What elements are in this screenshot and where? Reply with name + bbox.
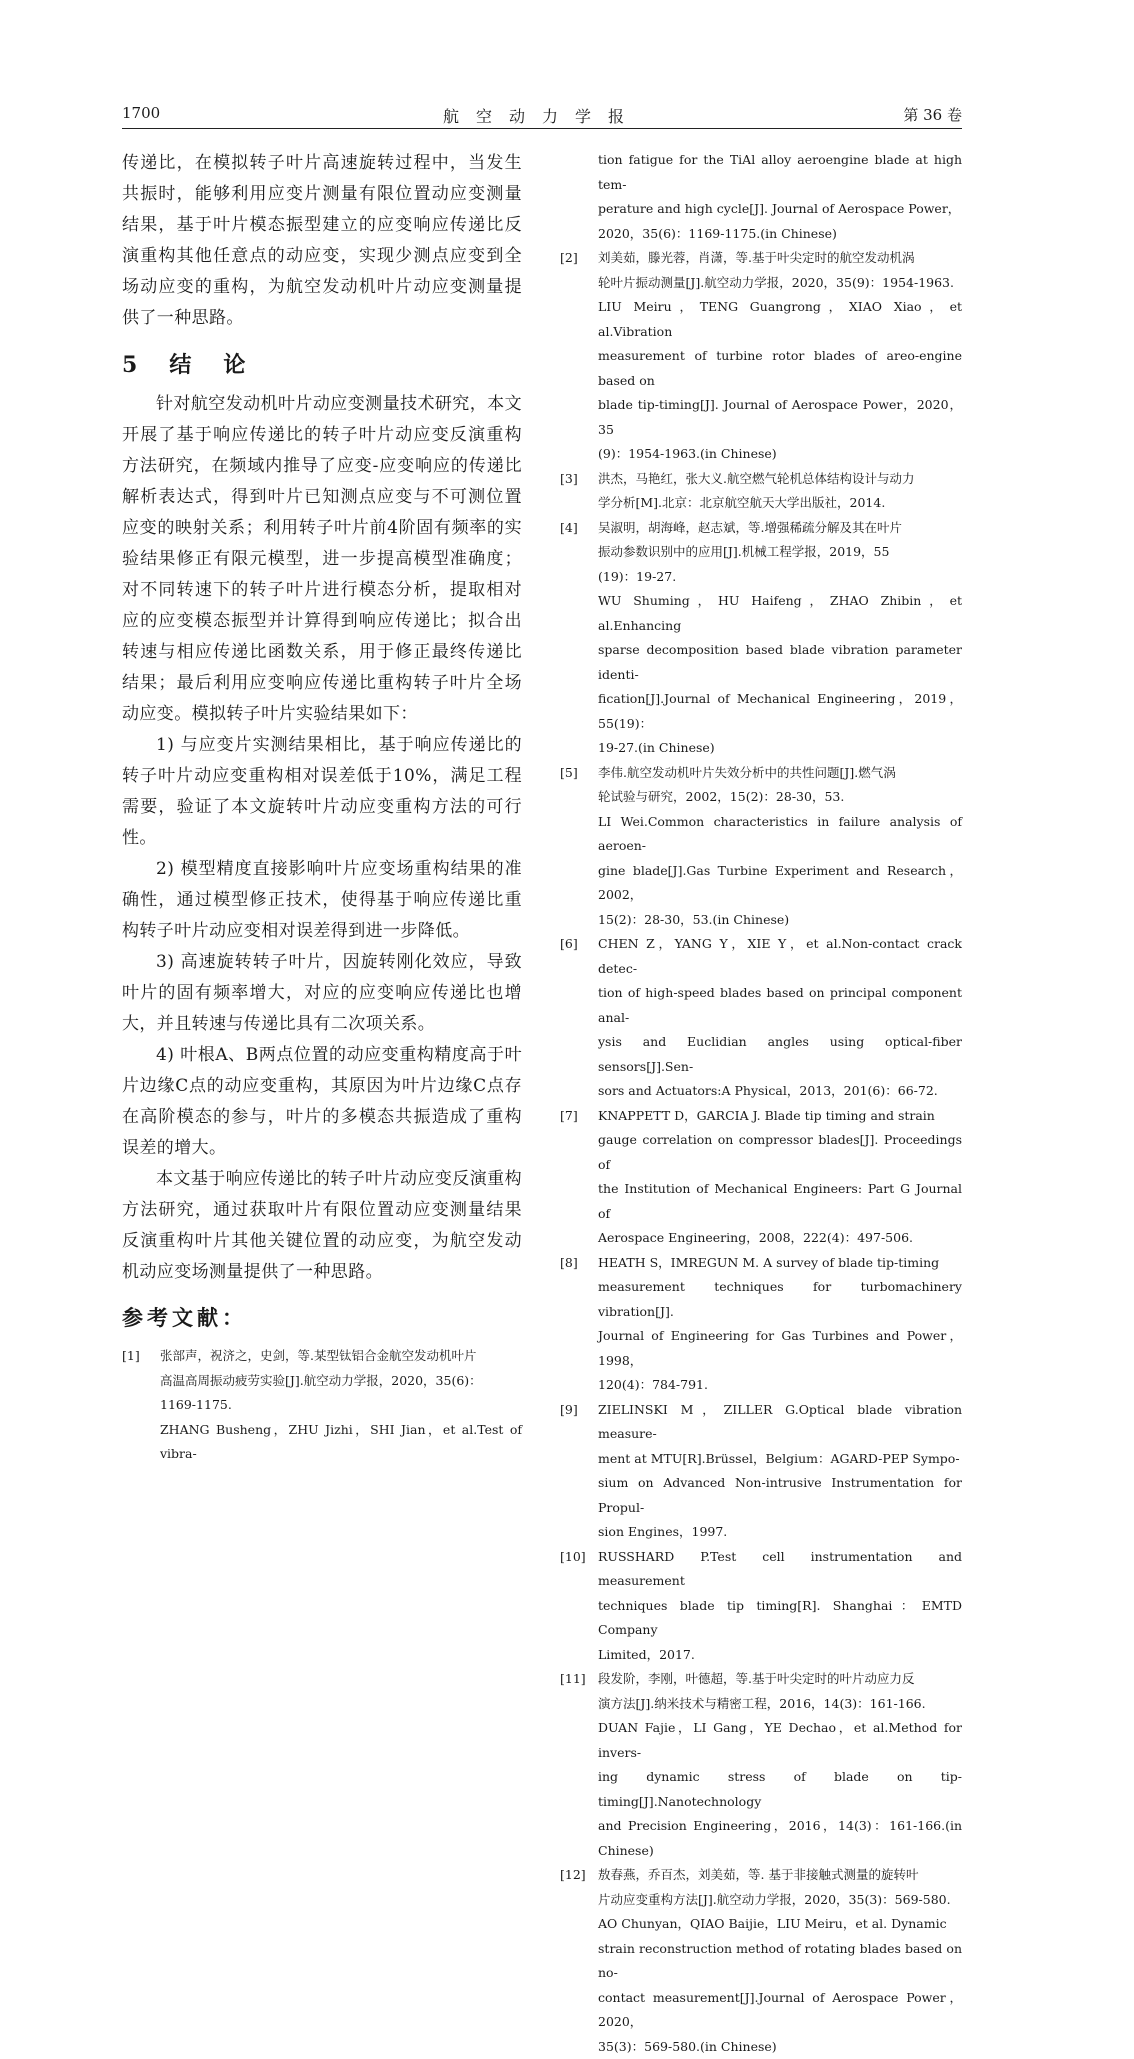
page-number: 1700 bbox=[122, 104, 160, 122]
references-heading: 参考文献： bbox=[122, 1302, 522, 1332]
reference-item bbox=[122, 1344, 522, 1467]
reference-text-line: (19)：19-27. bbox=[598, 565, 962, 590]
references-list-left bbox=[122, 1344, 522, 1467]
reference-item bbox=[560, 1545, 962, 1668]
reference-text-line: 2020，35(6)：1169-1175.(in Chinese) bbox=[598, 222, 962, 247]
continued-paragraph: 传递比，在模拟转子叶片高速旋转过程中，当发生共振时，能够利用应变片测量有限位置动应变测量结果，基于叶片模态振型建立的应变响应传递比反演重构其他任意点的动应变，实现少测点应变到全场动应变的重构，为航空发动机叶片动应变测量提供了一种思路。 bbox=[122, 148, 522, 334]
reference-text-line: 洪杰，马艳红，张大义.航空燃气轮机总体结构设计与动力 bbox=[598, 467, 962, 492]
reference-number: [7] bbox=[560, 1104, 594, 1129]
reference-text-line: sium on Advanced Non-intrusive Instrumentation for Propul- bbox=[598, 1471, 962, 1520]
reference-text-line: 吴淑明，胡海峰，赵志斌，等.增强稀疏分解及其在叶片 bbox=[598, 516, 962, 541]
volume-label: 第 36 卷 bbox=[903, 104, 962, 125]
reference-text-line: RUSSHARD P.Test cell instrumentation and measurement bbox=[598, 1545, 962, 1594]
reference-text-line: 敖春燕，乔百杰，刘美茹，等. 基于非接触式测量的旋转叶 bbox=[598, 1863, 962, 1888]
reference-text-line: tion fatigue for the TiAl alloy aeroengine blade at high tem- bbox=[598, 148, 962, 197]
reference-item bbox=[560, 1251, 962, 1398]
reference-text-line: gauge correlation on compressor blades[J]. Proceedings of bbox=[598, 1128, 962, 1177]
reference-text-line: HEATH S，IMREGUN M. A survey of blade tip-timing bbox=[598, 1251, 962, 1276]
reference-text-line: 片动应变重构方法[J].航空动力学报，2020，35(3)：569-580. bbox=[598, 1888, 962, 1913]
header-rule bbox=[122, 128, 962, 129]
reference-text-line: contact measurement[J].Journal of Aerospace Power，2020， bbox=[598, 1986, 962, 2035]
reference-text-line: sparse decomposition based blade vibration parameter identi- bbox=[598, 638, 962, 687]
reference-text-line: perature and high cycle[J]. Journal of Aerospace Power， bbox=[598, 197, 962, 222]
reference-text-line: KNAPPETT D，GARCIA J. Blade tip timing and strain bbox=[598, 1104, 962, 1129]
reference-text-line: CHEN Z，YANG Y，XIE Y，et al.Non-contact crack detec- bbox=[598, 932, 962, 981]
reference-text-line: (9)：1954-1963.(in Chinese) bbox=[598, 442, 962, 467]
reference-text-line: sors and Actuators:A Physical，2013，201(6)：66-72. bbox=[598, 1079, 962, 1104]
reference-text-line: 演方法[J].纳米技术与精密工程，2016，14(3)：161-166. bbox=[598, 1692, 962, 1717]
reference-text-line: AO Chunyan，QIAO Baijie，LIU Meiru，et al. Dynamic bbox=[598, 1912, 962, 1937]
reference-number: [6] bbox=[560, 932, 594, 957]
conclusion-item-1: 1) 与应变片实测结果相比，基于响应传递比的转子叶片动应变重构相对误差低于10%，满足工程需要，验证了本文旋转叶片动应变重构方法的可行性。 bbox=[122, 730, 522, 854]
section-heading bbox=[122, 348, 522, 379]
reference-text-line: ing dynamic stress of blade on tip-timing[J].Nanotechnology bbox=[598, 1765, 962, 1814]
reference-text-line: tion of high-speed blades based on principal component anal- bbox=[598, 981, 962, 1030]
reference-text-line: 120(4)：784-791. bbox=[598, 1373, 962, 1398]
reference-number: [8] bbox=[560, 1251, 594, 1276]
reference-number: [4] bbox=[560, 516, 594, 541]
section-title-part-1: 结 bbox=[169, 352, 193, 378]
reference-item bbox=[560, 467, 962, 516]
conclusion-item-4: 4) 叶根A、B两点位置的动应变重构精度高于叶片边缘C点的动应变重构，其原因为叶片边缘C点存在高阶模态的参与，叶片的多模态共振造成了重构误差的增大。 bbox=[122, 1040, 522, 1164]
conclusion-item-3: 3) 高速旋转转子叶片，因旋转刚化效应，导致叶片的固有频率增大，对应的应变响应传递比也增大，并且转速与传递比具有二次项关系。 bbox=[122, 947, 522, 1040]
reference-number: [10] bbox=[560, 1545, 594, 1570]
reference-text-line: measurement techniques for turbomachinery vibration[J]. bbox=[598, 1275, 962, 1324]
right-column bbox=[560, 148, 962, 2059]
reference-text-line: 学分析[M].北京：北京航空航天大学出版社，2014. bbox=[598, 491, 962, 516]
reference-number: [9] bbox=[560, 1398, 594, 1423]
reference-item bbox=[560, 761, 962, 933]
reference-item bbox=[560, 932, 962, 1104]
reference-item bbox=[560, 1863, 962, 2059]
reference-text-line: LI Wei.Common characteristics in failure analysis of aeroen- bbox=[598, 810, 962, 859]
reference-text-line: and Precision Engineering，2016，14(3)：161-166.(in Chinese) bbox=[598, 1814, 962, 1863]
reference-text-line: strain reconstruction method of rotating blades based on no- bbox=[598, 1937, 962, 1986]
reference-text-line: sion Engines，1997. bbox=[598, 1520, 962, 1545]
reference-text-line: 35(3)：569-580.(in Chinese) bbox=[598, 2035, 962, 2059]
section-title-part-2: 论 bbox=[223, 352, 247, 378]
reference-text-line: 段发阶，李刚，叶德超，等.基于叶尖定时的叶片动应力反 bbox=[598, 1667, 962, 1692]
reference-text-line: 李伟.航空发动机叶片失效分析中的共性问题[J].燃气涡 bbox=[598, 761, 962, 786]
reference-item bbox=[560, 246, 962, 467]
reference-number: [1] bbox=[122, 1344, 156, 1369]
reference-text-line: ment at MTU[R].Brüssel，Belgium：AGARD-PEP Sympo- bbox=[598, 1447, 962, 1472]
reference-text-line: gine blade[J].Gas Turbine Experiment and Research，2002， bbox=[598, 859, 962, 908]
reference-text-line: 高温高周振动疲劳实验[J].航空动力学报，2020，35(6)： bbox=[160, 1369, 522, 1394]
reference-number: [3] bbox=[560, 467, 594, 492]
reference-item bbox=[560, 1667, 962, 1863]
reference-text-line: 19-27.(in Chinese) bbox=[598, 736, 962, 761]
reference-text-line: Journal of Engineering for Gas Turbines and Power，1998， bbox=[598, 1324, 962, 1373]
reference-item bbox=[560, 1104, 962, 1251]
section-number: 5 bbox=[122, 352, 139, 378]
reference-text-line: the Institution of Mechanical Engineers: Part G Journal of bbox=[598, 1177, 962, 1226]
reference-text-line: 张部声，祝济之，史剑，等.某型钛铝合金航空发动机叶片 bbox=[160, 1344, 522, 1369]
reference-item bbox=[560, 516, 962, 761]
reference-text-line: fication[J].Journal of Mechanical Engineering，2019，55(19)： bbox=[598, 687, 962, 736]
running-header bbox=[122, 104, 962, 130]
left-column bbox=[122, 148, 522, 1467]
references-list-right bbox=[560, 148, 962, 2059]
reference-item bbox=[560, 1398, 962, 1545]
reference-text-line: 振动参数识别中的应用[J].机械工程学报，2019，55 bbox=[598, 540, 962, 565]
conclusion-item-2: 2) 模型精度直接影响叶片应变场重构结果的准确性，通过模型修正技术，使得基于响应传递比重构转子叶片动应变相对误差得到进一步降低。 bbox=[122, 854, 522, 947]
reference-text-line: measurement of turbine rotor blades of areo-engine based on bbox=[598, 344, 962, 393]
reference-text-line: ZHANG Busheng，ZHU Jizhi，SHI Jian，et al.Test of vibra- bbox=[160, 1418, 522, 1467]
reference-text-line: ZIELINSKI M，ZILLER G.Optical blade vibration measure- bbox=[598, 1398, 962, 1447]
reference-text-line: ysis and Euclidian angles using optical-fiber sensors[J].Sen- bbox=[598, 1030, 962, 1079]
reference-number: [2] bbox=[560, 246, 594, 271]
reference-number: [5] bbox=[560, 761, 594, 786]
reference-text-line: 刘美茹，滕光蓉，肖潇，等.基于叶尖定时的航空发动机涡 bbox=[598, 246, 962, 271]
reference-text-line: WU Shuming，HU Haifeng，ZHAO Zhibin，et al.Enhancing bbox=[598, 589, 962, 638]
final-paragraph: 本文基于响应传递比的转子叶片动应变反演重构方法研究，通过获取叶片有限位置动应变测量结果反演重构叶片其他关键位置的动应变，为航空发动机动应变场测量提供了一种思路。 bbox=[122, 1164, 522, 1288]
reference-text-line: Aerospace Engineering，2008，222(4)：497-506. bbox=[598, 1226, 962, 1251]
reference-text-line: 1169-1175. bbox=[160, 1393, 522, 1418]
reference-text-line: LIU Meiru，TENG Guangrong，XIAO Xiao，et al.Vibration bbox=[598, 295, 962, 344]
reference-item bbox=[560, 148, 962, 246]
reference-text-line: 轮试验与研究，2002，15(2)：28-30，53. bbox=[598, 785, 962, 810]
reference-text-line: blade tip-timing[J]. Journal of Aerospace Power，2020，35 bbox=[598, 393, 962, 442]
reference-text-line: 15(2)：28-30，53.(in Chinese) bbox=[598, 908, 962, 933]
reference-number: [11] bbox=[560, 1667, 594, 1692]
reference-number: [12] bbox=[560, 1863, 594, 1888]
reference-text-line: 轮叶片振动测量[J].航空动力学报，2020，35(9)：1954-1963. bbox=[598, 271, 962, 296]
journal-title: 航空动力学报 bbox=[122, 104, 962, 127]
reference-text-line: Limited，2017. bbox=[598, 1643, 962, 1668]
conclusion-paragraph: 针对航空发动机叶片动应变测量技术研究，本文开展了基于响应传递比的转子叶片动应变反演重构方法研究，在频域内推导了应变-应变响应的传递比解析表达式，得到叶片已知测点应变与不可测位置应变的映射关系；利用转子叶片前4阶固有频率的实验结果修正有限元模型，进一步提高模型准确度；对不同转速下的转子叶片进行模态分析，提取相对应的应变模态振型并计算得到响应传递比；拟合出转速与相应传递比函数关系，用于修正最终传递比结果；最后利用应变响应传递比重构转子叶片全场动应变。模拟转子叶片实验结果如下： bbox=[122, 389, 522, 730]
reference-text-line: DUAN Fajie，LI Gang，YE Dechao，et al.Method for invers- bbox=[598, 1716, 962, 1765]
reference-text-line: techniques blade tip timing[R]. Shanghai：EMTD Company bbox=[598, 1594, 962, 1643]
